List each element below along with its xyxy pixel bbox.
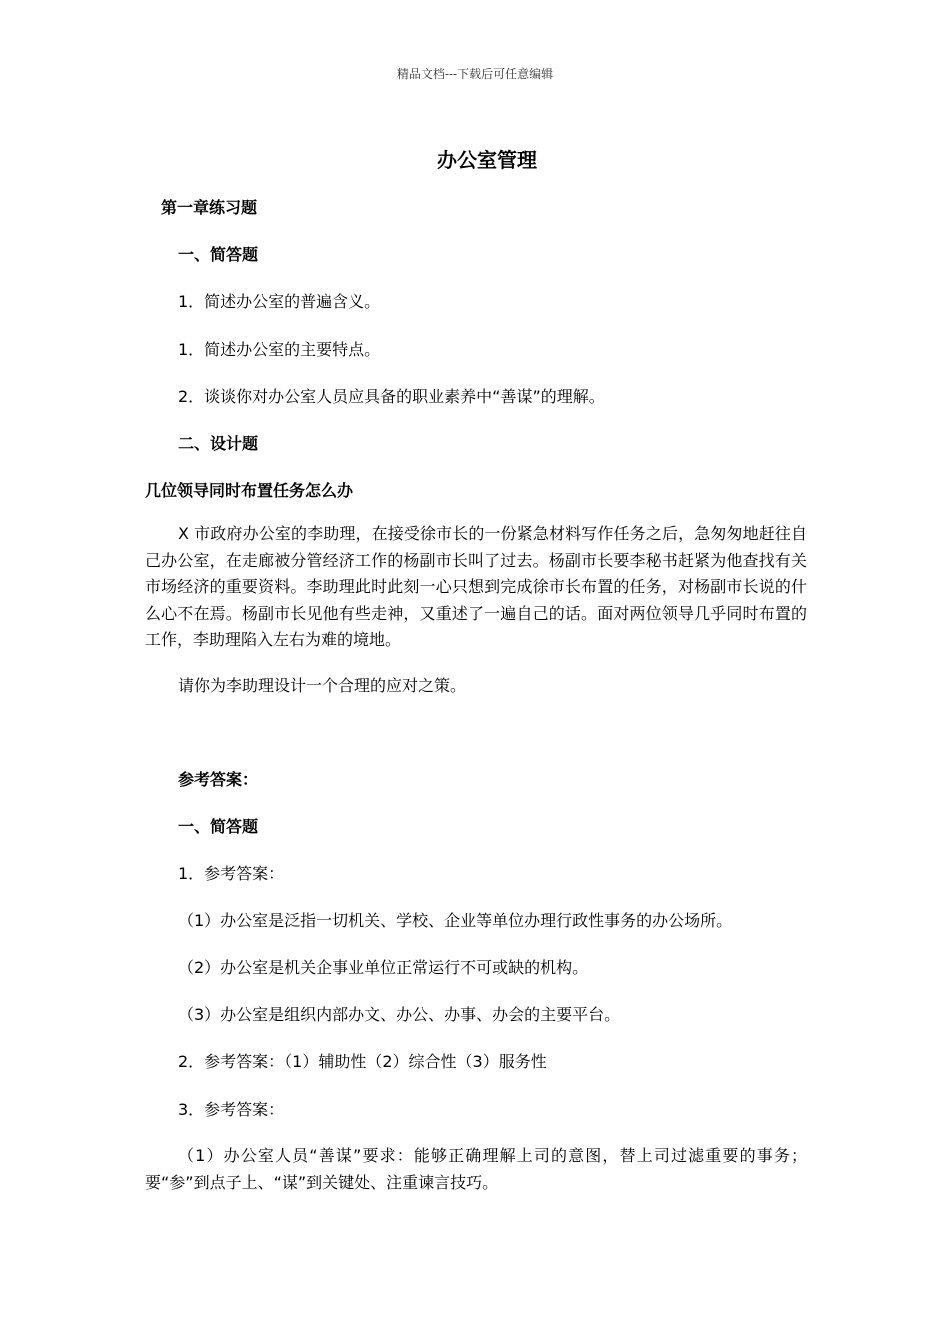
question-item: 1．简述办公室的主要特点。 — [178, 340, 381, 359]
answer-item: 2．参考答案：（1）辅助性（2）综合性（3）服务性 — [178, 1052, 547, 1071]
answer-label: 3．参考答案： — [178, 1100, 285, 1119]
answer-item: （3）办公室是组织内部办文、办公、办事、办会的主要平台。 — [178, 1005, 621, 1024]
question-item: 2．谈谈你对办公室人员应具备的职业素养中“善谋”的理解。 — [178, 387, 605, 406]
answers-section-heading: 一、简答题 — [178, 817, 259, 836]
case-title: 几位领导同时布置任务怎么办 — [145, 481, 354, 500]
answers-heading: 参考答案： — [178, 770, 259, 789]
question-item: 1．简述办公室的普遍含义。 — [178, 292, 381, 311]
document-title: 办公室管理 — [437, 148, 537, 172]
case-paragraph: X 市政府办公室的李助理，在接受徐市长的一份紧急材料写作任务之后，急匆匆地赶往自己办公室，在走廊被分管经济工作的杨副市长叫了过去。杨副市长要李秘书赶紧为他查找有关市场经济的重要资料。李助理此时此刻一心只想到完成徐市长布置的任务，对杨副市长说的什么心不在焉。杨副市长见他有些走神，又重述了一遍自己的话。面对两位领导几乎同时布置的工作，李助理陷入左右为难的境地。 — [145, 524, 807, 649]
answer-item: （2）办公室是机关企事业单位正常运行不可或缺的机构。 — [178, 958, 589, 977]
section-heading-short-answer: 一、简答题 — [178, 245, 259, 264]
answer-item: （1）办公室是泛指一切机关、学校、企业等单位办理行政性事务的办公场所。 — [178, 911, 733, 930]
page-header: 精品文档---下载后可任意编辑 — [396, 67, 554, 81]
case-prompt: 请你为李助理设计一个合理的应对之策。 — [178, 676, 467, 695]
chapter-heading: 第一章练习题 — [161, 198, 258, 217]
answer-paragraph: （1）办公室人员“善谋”要求：能够正确理解上司的意图，替上司过滤重要的事务；要“参”到点子上、“谋”到关键处、注重谏言技巧。 — [145, 1146, 807, 1192]
answer-label: 1．参考答案： — [178, 864, 285, 883]
section-heading-design: 二、设计题 — [178, 434, 259, 453]
